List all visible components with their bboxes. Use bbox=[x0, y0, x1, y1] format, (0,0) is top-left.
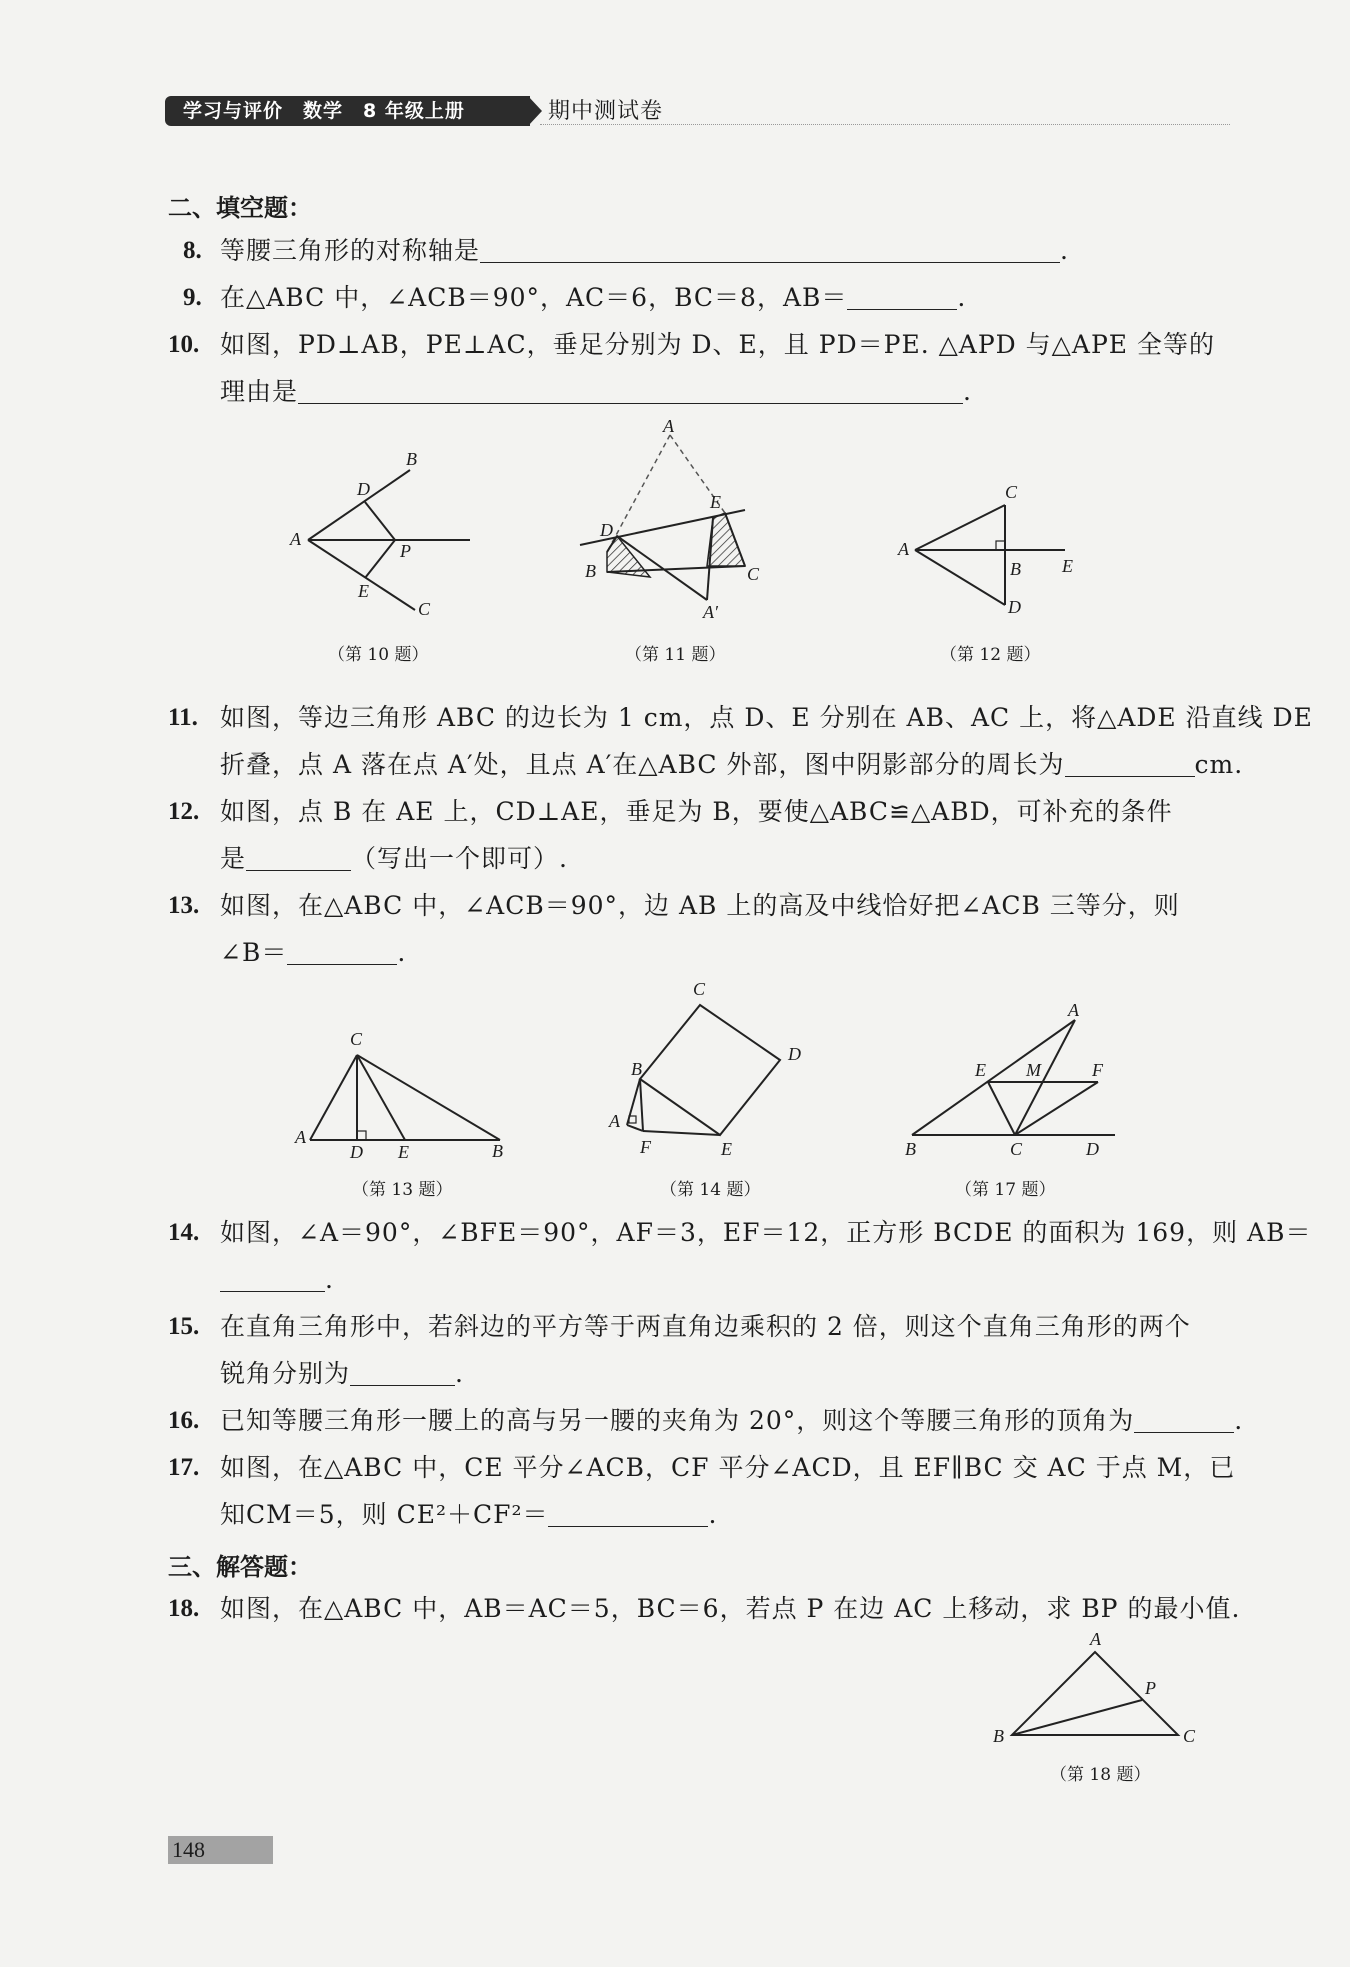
q17-number: 17. bbox=[168, 1454, 200, 1481]
f14-label-d: D bbox=[788, 1044, 801, 1064]
page-number: 148 bbox=[172, 1837, 205, 1862]
f11-caption: （第 11 题） bbox=[625, 645, 726, 665]
f14-label-c: C bbox=[693, 979, 706, 999]
f12-label-a: A bbox=[898, 539, 909, 559]
f13-caption: （第 13 题） bbox=[352, 1180, 453, 1200]
q11-number: 11. bbox=[168, 704, 198, 731]
f13-label-a: A bbox=[295, 1127, 306, 1147]
q16-number: 16. bbox=[168, 1407, 200, 1434]
q10-number: 10. bbox=[168, 331, 200, 358]
q13-number: 13. bbox=[168, 892, 200, 919]
f17-line-ba bbox=[912, 1020, 1075, 1135]
f14-line-af bbox=[627, 1125, 643, 1131]
f14-label-b: B bbox=[631, 1059, 642, 1079]
q16-line1: 已知等腰三角形一腰上的高与另一腰的夹角为 20°，则这个等腰三角形的顶角为 . bbox=[220, 1406, 1244, 1435]
header-divider bbox=[540, 124, 1230, 125]
f18-caption: （第 18 题） bbox=[1050, 1765, 1151, 1785]
q12-line2: 是 （写出一个即可）. bbox=[220, 844, 568, 873]
f18-label-b: B bbox=[993, 1726, 1004, 1745]
f11-label-d: D bbox=[600, 520, 613, 540]
figure-14 bbox=[605, 975, 825, 1170]
f14-square-bcde bbox=[640, 1005, 780, 1135]
f17-line-cf bbox=[1015, 1082, 1098, 1135]
f12-label-c: C bbox=[1005, 482, 1018, 502]
f10-line-pe bbox=[365, 540, 395, 578]
f14-line-fe bbox=[643, 1131, 720, 1135]
f17-label-a: A bbox=[1068, 1000, 1079, 1020]
q14-line1: 如图，∠A＝90°，∠BFE＝90°，AF＝3，EF＝12，正方形 BCDE 的面积为 169，则 AB＝ bbox=[220, 1218, 1312, 1247]
q12-blank[interactable] bbox=[246, 844, 351, 871]
f18-label-c: C bbox=[1183, 1726, 1196, 1745]
q14-blank[interactable] bbox=[220, 1265, 325, 1292]
q9-blank[interactable] bbox=[847, 283, 957, 310]
q9-number: 9. bbox=[183, 284, 202, 311]
q11-line1: 如图，等边三角形 ABC 的边长为 1 cm，点 D、E 分别在 AB、AC 上，将△ADE 沿直线 DE bbox=[220, 703, 1313, 732]
f13-line-cb bbox=[357, 1055, 500, 1140]
f10-label-p: P bbox=[400, 541, 411, 561]
q11-line2: 折叠，点 A 落在点 A′处，且点 A′在△ABC 外部，图中阴影部分的周长为 cm. bbox=[220, 750, 1244, 779]
f11-label-a: A bbox=[663, 420, 674, 436]
figure-11 bbox=[575, 420, 775, 630]
q17-line2: 知CM＝5，则 CE²＋CF²＝ . bbox=[220, 1500, 718, 1529]
q8-number: 8. bbox=[183, 237, 202, 264]
q17-blank[interactable] bbox=[548, 1500, 708, 1527]
f17-label-f: F bbox=[1092, 1060, 1103, 1080]
q13-blank[interactable] bbox=[287, 938, 397, 965]
f11-label-c: C bbox=[747, 564, 760, 584]
header-arrow-icon bbox=[528, 96, 542, 126]
q13-line2: ∠B＝ . bbox=[220, 938, 407, 967]
q14-number: 14. bbox=[168, 1219, 200, 1246]
f13-label-b: B bbox=[492, 1141, 503, 1161]
q11-blank[interactable] bbox=[1065, 750, 1195, 777]
f14-label-f: F bbox=[640, 1137, 651, 1157]
f14-label-a: A bbox=[609, 1111, 620, 1131]
f13-line-ce bbox=[357, 1055, 405, 1140]
f17-label-m: M bbox=[1026, 1060, 1041, 1080]
f13-label-e: E bbox=[398, 1142, 409, 1162]
f11-dash-ab bbox=[607, 435, 670, 552]
q8-text: 等腰三角形的对称轴是 . bbox=[220, 236, 1069, 265]
f12-line-ad bbox=[915, 550, 1005, 605]
q15-blank[interactable] bbox=[350, 1359, 455, 1386]
q10-line1: 如图，PD⊥AB，PE⊥AC，垂足分别为 D、E，且 PD＝PE. △APD 与△APE 全等的 bbox=[220, 330, 1215, 359]
f12-label-e: E bbox=[1062, 556, 1073, 576]
figure-18 bbox=[985, 1630, 1205, 1745]
f10-caption: （第 10 题） bbox=[328, 645, 429, 665]
figure-10 bbox=[280, 440, 480, 620]
f10-label-b: B bbox=[406, 449, 417, 469]
f10-label-a: A bbox=[290, 529, 301, 549]
q8-blank[interactable] bbox=[480, 236, 1060, 263]
f12-label-b: B bbox=[1010, 559, 1021, 579]
f13-label-d: D bbox=[350, 1142, 363, 1162]
f10-line-pd bbox=[365, 502, 395, 540]
q15-number: 15. bbox=[168, 1313, 200, 1340]
section-fill-title: 二、填空题： bbox=[168, 194, 312, 222]
figure-17 bbox=[900, 1000, 1130, 1165]
header-series-tag: 学习与评价 数学 8 年级上册 bbox=[165, 96, 530, 126]
f11-label-a1: A′ bbox=[703, 602, 718, 622]
q18-number: 18. bbox=[168, 1595, 200, 1622]
f13-label-c: C bbox=[350, 1029, 363, 1049]
f11-label-e: E bbox=[710, 492, 721, 512]
f17-label-d: D bbox=[1086, 1139, 1099, 1159]
section-solve-title: 三、解答题： bbox=[168, 1553, 312, 1581]
f10-label-e: E bbox=[358, 581, 369, 601]
f17-line-ca bbox=[1015, 1020, 1075, 1135]
f18-line-bp bbox=[1012, 1700, 1142, 1735]
figure-13 bbox=[290, 1025, 520, 1165]
q18-line1: 如图，在△ABC 中，AB＝AC＝5，BC＝6，若点 P 在边 AC 上移动，求 BP 的最小值. bbox=[220, 1594, 1241, 1623]
q17-line1: 如图，在△ABC 中，CE 平分∠ACB，CF 平分∠ACD，且 EF∥BC 交 AC 于点 M，已 bbox=[220, 1453, 1236, 1482]
q12-line1: 如图，点 B 在 AE 上，CD⊥AE，垂足为 B，要使△ABC≌△ABD，可补充的条件 bbox=[220, 797, 1173, 826]
q16-blank[interactable] bbox=[1134, 1406, 1234, 1433]
f12-label-d: D bbox=[1008, 597, 1021, 617]
f13-line-ac bbox=[310, 1055, 357, 1140]
f10-label-d: D bbox=[357, 479, 370, 499]
f18-label-p: P bbox=[1145, 1678, 1156, 1698]
q15-line1: 在直角三角形中，若斜边的平方等于两直角边乘积的 2 倍，则这个直角三角形的两个 bbox=[220, 1312, 1191, 1341]
q10-blank[interactable] bbox=[298, 377, 963, 404]
q13-line1: 如图，在△ABC 中，∠ACB＝90°，边 AB 上的高及中线恰好把∠ACB 三等分，则 bbox=[220, 891, 1180, 920]
f12-caption: （第 12 题） bbox=[940, 645, 1041, 665]
f17-label-e: E bbox=[975, 1060, 986, 1080]
q14-line2: . bbox=[220, 1262, 334, 1298]
f10-label-c: C bbox=[418, 599, 431, 619]
q10-line2: 理由是 . bbox=[220, 377, 972, 406]
f12-line-ac bbox=[915, 505, 1005, 550]
f14-label-e: E bbox=[721, 1139, 732, 1159]
f11-label-b: B bbox=[585, 561, 596, 581]
header-title: 期中测试卷 bbox=[548, 99, 664, 124]
f17-label-b: B bbox=[905, 1139, 916, 1159]
f14-caption: （第 14 题） bbox=[660, 1180, 761, 1200]
f17-label-c: C bbox=[1010, 1139, 1023, 1159]
f14-line-bf bbox=[640, 1079, 643, 1131]
f17-caption: （第 17 题） bbox=[955, 1180, 1056, 1200]
q9-text: 在△ABC 中，∠ACB＝90°，AC＝6，BC＝8，AB＝ . bbox=[220, 283, 967, 312]
q12-number: 12. bbox=[168, 798, 200, 825]
f18-label-a: A bbox=[1090, 1630, 1101, 1649]
figure-12 bbox=[895, 480, 1095, 625]
q15-line2: 锐角分别为 . bbox=[220, 1359, 464, 1388]
f17-line-ce bbox=[988, 1082, 1015, 1135]
